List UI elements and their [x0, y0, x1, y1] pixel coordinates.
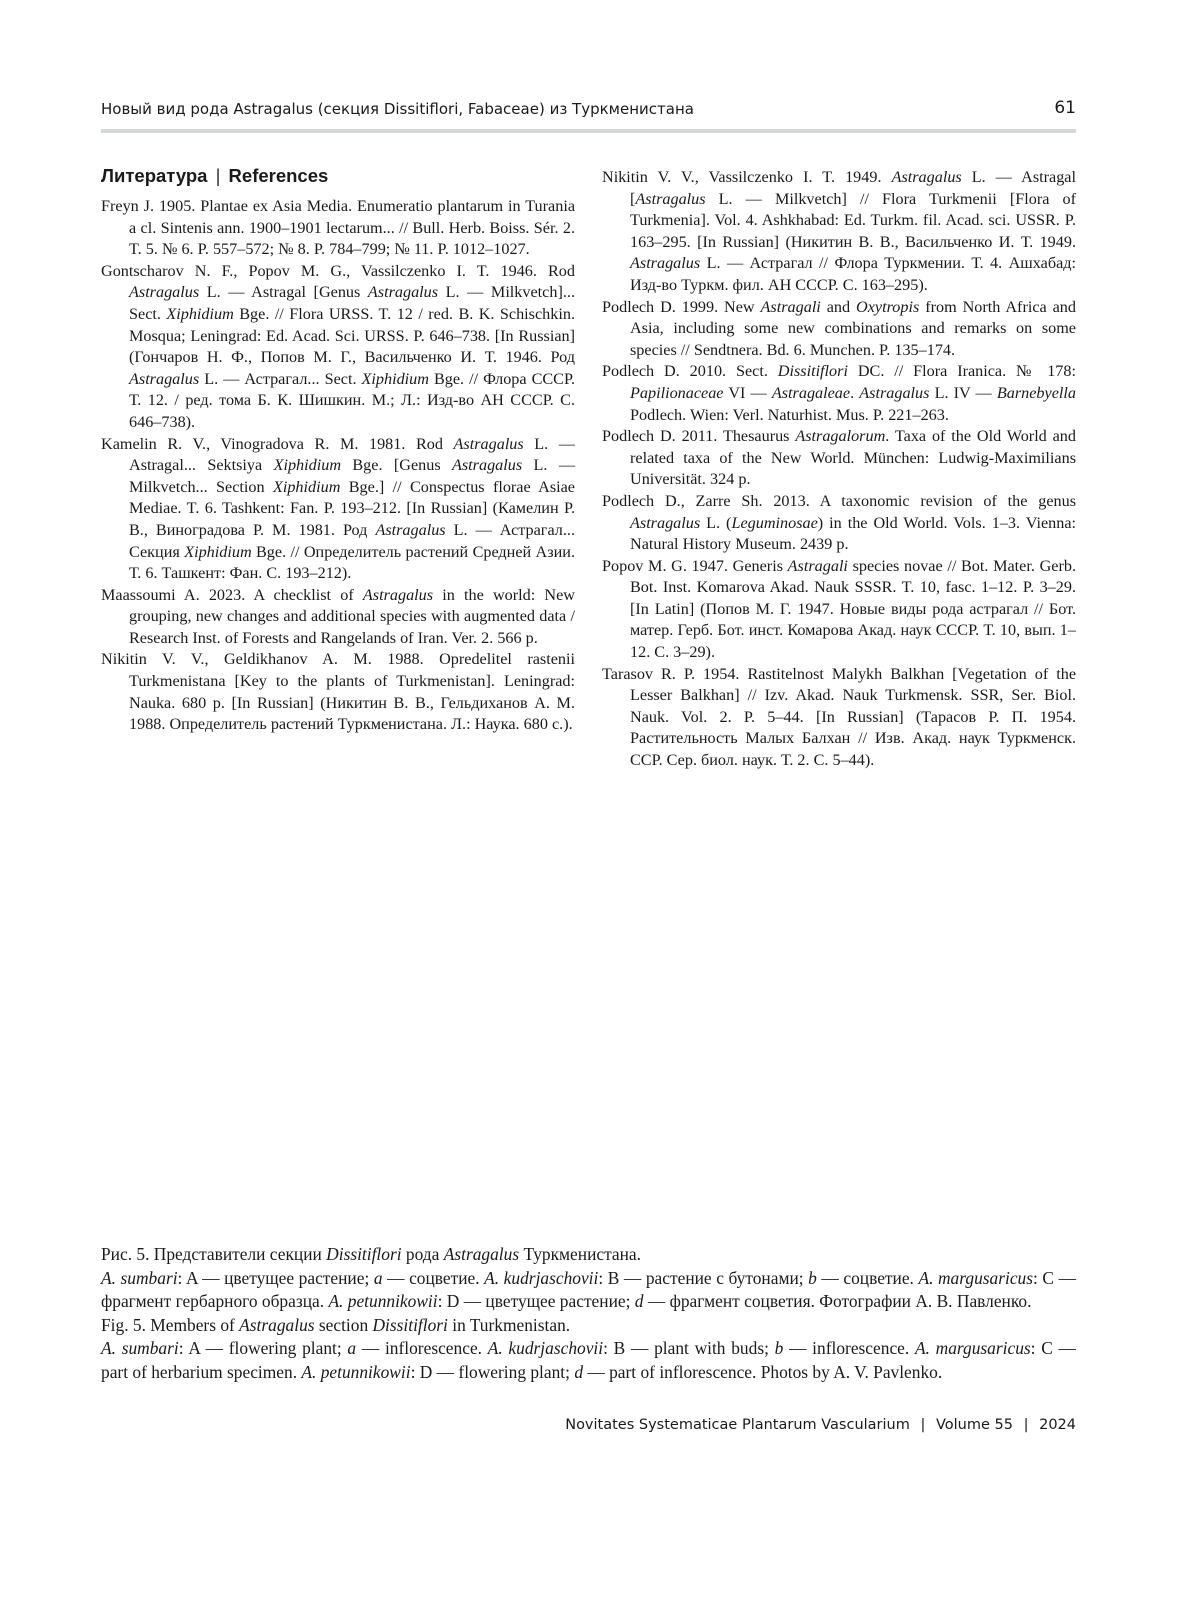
- italic-text: Dissitiflori: [326, 1244, 402, 1264]
- text-run: . Taxa of the Old World and related taxa of the New World. München: Ludwig-Maximilians Universität. 324 p.: [630, 427, 1076, 489]
- italic-text: Astragalus: [635, 189, 706, 208]
- text-run: Fig. 5. Members of: [101, 1314, 240, 1335]
- text-run: L. — Astragal... Sektsiya: [129, 434, 575, 475]
- italic-text: Astragalus: [630, 513, 701, 532]
- italic-text: A. petunnikowii: [328, 1291, 438, 1311]
- references-heading: [101, 165, 575, 187]
- caption-line: [101, 1267, 1076, 1314]
- italic-text: Astragalus: [859, 383, 930, 402]
- text-run: L. — Milkvetch... Section: [129, 456, 576, 496]
- text-run: — соцветие.: [816, 1267, 919, 1288]
- italic-text: A. kudrjaschovii: [487, 1338, 604, 1358]
- caption-line: [101, 1337, 1076, 1384]
- reference-entry: [101, 196, 575, 261]
- heading-ru: Литература: [101, 165, 208, 186]
- italic-text: Barnebyella: [996, 383, 1076, 402]
- text-run: Podlech D. 2011. Thesaurus: [602, 427, 796, 446]
- reference-entry: [101, 434, 575, 585]
- references-right-column: [602, 167, 1076, 772]
- references-left-column: [101, 165, 575, 736]
- italic-text: A. margusaricus: [918, 1267, 1034, 1288]
- italic-text: Astragalus: [630, 254, 701, 273]
- italic-text: Dissitiflori: [372, 1314, 448, 1335]
- footer-separator: |: [1023, 1417, 1029, 1433]
- text-run: — соцветие.: [382, 1267, 485, 1288]
- reference-entry: [602, 361, 1076, 426]
- text-run: Podlech D. 1999. New: [602, 297, 761, 316]
- reference-entry: [101, 261, 575, 434]
- italic-text: Astragali: [787, 556, 848, 575]
- text-run: ) in the Old World. Vols. 1–3. Vienna: Natural History Museum. 2439 p.: [630, 513, 1076, 554]
- italic-text: Papilionaceae: [630, 383, 724, 402]
- text-run: Nikitin V. V., Vassilczenko I. T. 1949.: [602, 168, 892, 186]
- italic-text: a: [373, 1267, 383, 1288]
- text-run: L. (: [700, 513, 732, 532]
- text-run: : C — part of herbarium specimen.: [101, 1338, 1076, 1382]
- figure-caption: [101, 1243, 1076, 1384]
- text-run: L. — Astragal [: [630, 168, 1076, 208]
- journal-name: Novitates Systematicae Plantarum Vascularium: [565, 1417, 910, 1433]
- text-run: Bge. [Genus: [341, 456, 452, 475]
- text-run: Рис. 5. Представители секции: [101, 1244, 327, 1264]
- text-run: L. — Астрагал... Sect.: [199, 369, 362, 388]
- text-run: DC. // Flora Iranica. № 178:: [847, 362, 1076, 381]
- header-rule: [101, 129, 1076, 133]
- italic-text: A. sumbari: [101, 1267, 178, 1288]
- text-run: : C — фрагмент гербарного образца.: [101, 1267, 1076, 1311]
- italic-text: Astragalus: [375, 520, 446, 539]
- reference-entry: [602, 297, 1076, 362]
- text-run: L. — Астрагал... Секция: [129, 520, 575, 561]
- text-run: in Turkmenistan.: [447, 1314, 571, 1335]
- italic-text: Astragalus: [367, 283, 439, 302]
- text-run: L. — Milkvetch]... Sect.: [129, 283, 575, 323]
- italic-text: Astragalus: [451, 456, 523, 475]
- italic-text: Astragali: [760, 297, 821, 316]
- text-run: рода: [401, 1244, 444, 1264]
- italic-text: Oxytropis: [856, 297, 920, 316]
- text-run: : A — flowering plant;: [178, 1338, 348, 1358]
- reference-entry: [602, 491, 1076, 556]
- heading-en: References: [228, 165, 329, 186]
- italic-text: Xiphidium: [184, 542, 252, 561]
- italic-text: Dissitiflori: [777, 362, 848, 381]
- text-run: — inflorescence.: [783, 1338, 915, 1358]
- text-run: — фрагмент соцветия. Фотографии А. В. Павленко.: [643, 1291, 1032, 1311]
- text-run: Podlech. Wien: Verl. Naturhist. Mus. P. 221–263.: [630, 405, 949, 424]
- text-run: Freyn J. 1905. Plantae ex Asia Media. Enumeratio plantarum in Turania a cl. Sintenis ann. 1900–1901 lectarum... // Bull. Herb. Boiss. Sér. 2. T. 5. № 6. P. 557–572; № 8. P. 784–799; № 11. P. 1012–1027.: [101, 197, 575, 259]
- text-run: Kamelin R. V., Vinogradova R. M. 1981. Rod: [101, 434, 454, 453]
- text-run: : D — flowering plant;: [410, 1361, 575, 1382]
- text-run: — inflorescence.: [356, 1338, 488, 1358]
- caption-line: [101, 1314, 1076, 1338]
- running-title: Новый вид рода Astragalus (секция Dissitiflori, Fabaceae) из Туркменистана: [101, 100, 694, 118]
- text-run: Maassoumi A. 2023. A checklist of: [101, 585, 363, 604]
- italic-text: A. sumbari: [101, 1338, 179, 1358]
- italic-text: d: [574, 1361, 584, 1382]
- text-run: Podlech D. 2010. Sect.: [602, 362, 778, 381]
- italic-text: Astragalus: [129, 283, 200, 302]
- italic-text: Astragalus: [129, 369, 200, 388]
- italic-text: Xiphidium: [273, 456, 342, 475]
- text-run: in the world: New grouping, new changes and additional species with augmented data / Research Inst. of Forests and Rangelands of Iran. Ver. 2. 566 p.: [129, 585, 575, 647]
- reference-entry: [602, 426, 1076, 491]
- italic-text: Astragaleae: [771, 383, 851, 402]
- reference-entry: [101, 585, 575, 650]
- page-header: [101, 96, 1076, 132]
- text-run: — part of inflorescence. Photos by A. V. Pavlenko.: [583, 1361, 943, 1382]
- italic-text: b: [808, 1267, 817, 1288]
- page-footer: [565, 1417, 1076, 1433]
- reference-entry: [602, 664, 1076, 772]
- reference-entry: [101, 649, 575, 735]
- text-run: L. — Astragal [Genus: [199, 283, 368, 302]
- text-run: : D — цветущее растение;: [437, 1291, 635, 1311]
- text-run: .: [850, 383, 860, 402]
- journal-volume: Volume 55: [935, 1417, 1013, 1433]
- text-run: Bge. // Определитель растений Средней Азии. Т. 6. Ташкент: Фан. С. 193–212).: [129, 542, 575, 583]
- text-run: section: [314, 1314, 373, 1335]
- italic-text: A. kudrjaschovii: [484, 1267, 599, 1288]
- heading-separator: |: [215, 165, 221, 186]
- footer-separator: |: [920, 1417, 926, 1433]
- italic-text: a: [347, 1338, 357, 1358]
- italic-text: Astragalus: [239, 1314, 315, 1335]
- text-run: from North Africa and Asia, including some new combinations and remarks on some species // Sendtnera. Bd. 6. Munchen. P. 135–174.: [630, 297, 1076, 359]
- journal-year: 2024: [1039, 1417, 1076, 1433]
- text-run: Bge.] // Conspectus florae Asiae Mediae. T. 6. Tashkent: Fan. P. 193–212. [In Russian] (Камелин Р. В., Виноградова Р. М. 1981. Род: [129, 477, 575, 539]
- text-run: Popov M. G. 1947. Generis: [602, 556, 788, 575]
- italic-text: A. petunnikowii: [301, 1361, 411, 1382]
- text-run: Tarasov R. P. 1954. Rastitelnost Malykh Balkhan [Vegetation of the Lesser Balkhan] // Izv. Akad. Nauk Turkmensk. SSR, Ser. Biol. Nauk. Vol. 2. P. 5–44. [In Russian] (Тарасов Р. П. 1954. Растительность Малых Балхан // Изв. Акад. наук Туркменск. ССР. Сер. биол. наук. Т. 2. С. 5–44).: [602, 664, 1076, 770]
- text-run: L. — Milkvetch] // Flora Turkmenii [Flora of Turkmenia]. Vol. 4. Ashkhabad: Ed. Turkm. fil. Acad. sci. USSR. P. 163–295. [In Russian] (Никитин В. В., Васильченко И. Т. 1949.: [630, 189, 1076, 251]
- page-number: 61: [1054, 98, 1076, 118]
- text-run: and: [820, 297, 857, 316]
- text-run: L. IV —: [929, 383, 997, 402]
- text-run: Nikitin V. V., Geldikhanov A. M. 1988. Opredelitel rastenii Turkmenistana [Key to the plants of Turkmenistan]. Leningrad: Nauka. 680 p. [In Russian] (Никитин В. В., Гельдиханов А. М. 1988. Определитель растений Туркменистана. Л.: Наука. 680 с.).: [101, 650, 575, 734]
- italic-text: A. margusaricus: [914, 1338, 1031, 1358]
- text-run: species novae // Bot. Mater. Gerb. Bot. Inst. Komarova Akad. Nauk SSSR. T. 10, fasc. 1–12. P. 3–29. [In Latin] (Попов М. Г. 1947. Новые виды рода астрагал // Бот. матер. Герб. Бот. инст. Комарова Акад. наук СССР. Т. 10, вып. 1–12. С. 3–29).: [630, 556, 1076, 662]
- reference-list-right: [602, 167, 1076, 772]
- text-run: Gontscharov N. F., Popov M. G., Vassilczenko I. T. 1946. Rod: [101, 261, 575, 280]
- italic-text: Xiphidium: [272, 477, 341, 496]
- reference-list-left: [101, 196, 575, 736]
- italic-text: Astragalus: [443, 1244, 520, 1264]
- text-run: Podlech D., Zarre Sh. 2013. A taxonomic revision of the genus: [602, 491, 1076, 510]
- italic-text: Astragalus: [453, 434, 524, 453]
- text-run: : B — plant with buds;: [603, 1338, 775, 1358]
- text-run: Bge. // Flora URSS. T. 12 / red. B. K. Schischkin. Mosqua; Leningrad: Ed. Acad. Sci. URSS. P. 646–738. [In Russian] (Гончаров Н. Ф., Попов М. Г., Васильченко И. Т. 1946. Род: [129, 304, 575, 367]
- italic-text: b: [774, 1338, 784, 1358]
- text-run: L. — Астрагал // Флора Туркмении. Т. 4. Ашхабад: Изд-во Туркм. фил. АН СССР. С. 163–295).: [630, 254, 1076, 294]
- italic-text: Xiphidium: [166, 304, 234, 323]
- reference-entry: [602, 167, 1076, 297]
- italic-text: Xiphidium: [361, 369, 429, 388]
- text-run: Туркменистана.: [519, 1244, 641, 1264]
- italic-text: Astragalus: [891, 168, 962, 186]
- text-run: VI —: [723, 383, 772, 402]
- italic-text: Astragalus: [362, 585, 434, 604]
- text-run: : A — цветущее растение;: [177, 1267, 374, 1288]
- text-run: Bge. // Флора СССР. Т. 12. / ред. тома Б. К. Шишкин. М.; Л.: Изд-во АН СССР. С. 646–738).: [129, 369, 576, 431]
- italic-text: Astragalorum: [795, 427, 886, 446]
- reference-entry: [602, 556, 1076, 664]
- italic-text: d: [634, 1291, 644, 1311]
- caption-line: [101, 1243, 1076, 1267]
- text-run: : B — растение с бутонами;: [598, 1267, 809, 1288]
- italic-text: Leguminosae: [731, 513, 818, 532]
